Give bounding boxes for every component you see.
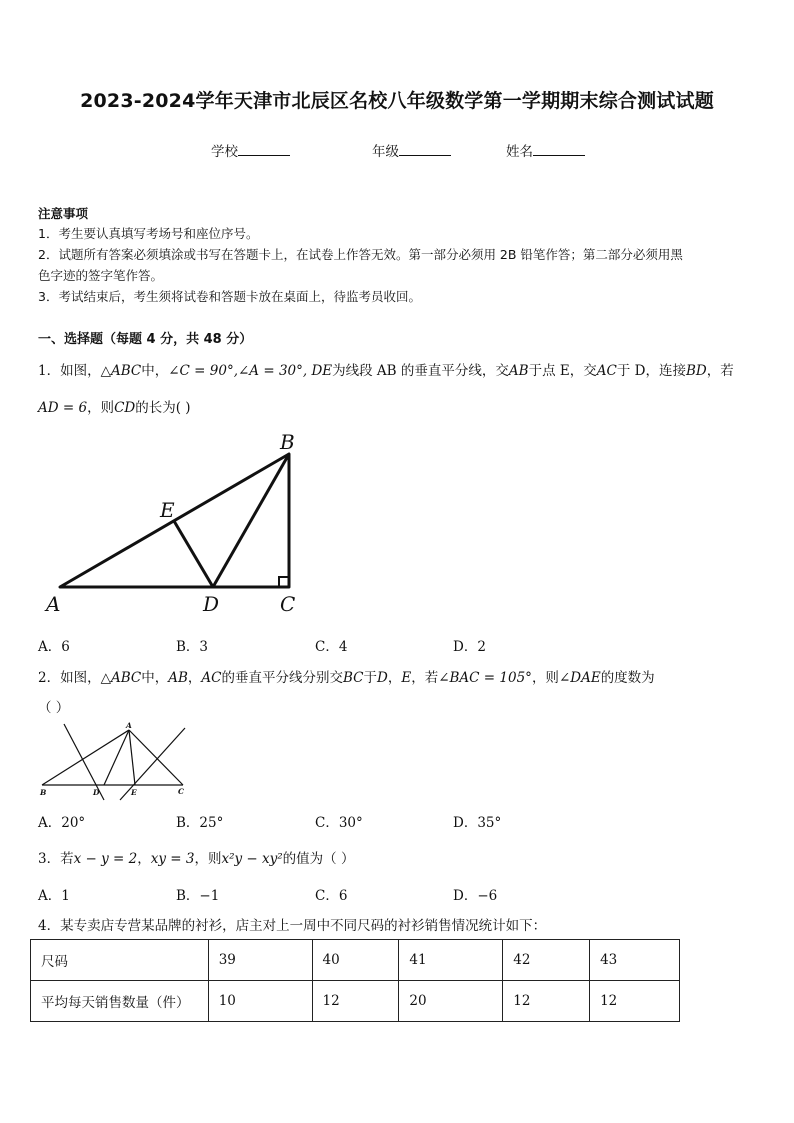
school-field [211,140,290,160]
question-1-line-2 [38,396,191,416]
size-sales-table [30,939,680,1022]
question-4 [38,914,546,934]
q2-math: ∠BAC = 105° [438,670,532,686]
q1-math: AB [508,363,529,379]
q2-text: 的度数为 [600,670,655,686]
grade-field [372,140,451,160]
q2-text: ，则 [531,670,559,686]
q1-text: 于点 E，交 [528,363,597,379]
q3-math: xy = 3 [150,851,195,867]
q2-option-a[interactable]: A．20° [38,815,86,831]
q2-math: E [401,670,412,686]
q3-option-b[interactable]: B．−1 [176,888,220,904]
grade-label: 年级 [372,144,399,160]
segment-de [174,521,213,587]
table-cell: 41 [399,940,503,981]
label-e: E [160,498,175,522]
section-heading: 一、选择题（每题 4 分，共 48 分） [38,332,253,347]
q1-math: △ABC [100,363,142,379]
q2-text: ，若 [411,670,439,686]
label-b: B [40,788,47,797]
q2-option-b[interactable]: B．25° [176,815,224,831]
q1-text: 如图， [60,363,101,379]
q3-text: ， [137,851,151,867]
table-cell: 42 [503,940,590,981]
notice-item: 1．考生要认真填写考场号和座位序号。 [38,226,259,241]
segment-ae [129,730,135,785]
q1-option-a[interactable]: A．6 [38,639,70,655]
label-a: A [126,721,132,730]
notice-item: 3．考试结束后，考生须将试卷和答题卡放在桌面上，待监考员收回。 [38,289,421,304]
table-cell: 10 [208,981,312,1022]
name-field [506,140,585,160]
question-1-line-1 [38,359,734,379]
q1-text: 于 D，连接 [616,363,686,379]
q2-math: ∠DAE [558,670,601,686]
q2-text: 的垂直平分线分别交 [221,670,343,686]
q1-text: 为线段 AB 的垂直平分线，交 [332,363,509,379]
name-blank[interactable] [533,143,585,156]
question-number: 4． [38,918,61,934]
q3-text: 若 [60,851,74,867]
table-cell: 43 [590,940,680,981]
q1-text: 的长为( ) [135,400,191,416]
q2-math: AC [201,670,222,686]
table-cell: 12 [503,981,590,1022]
notice-item: 色字迹的签字笔作答。 [38,268,164,283]
segment-ac [129,730,183,785]
label-d: D [93,788,100,797]
q1-math: BD [685,363,707,379]
q1-option-c[interactable]: C．4 [315,639,348,655]
school-blank[interactable] [238,143,290,156]
q1-text: ，若 [706,363,734,379]
question-3 [38,847,354,867]
q2-math: BC [343,670,364,686]
q3-math: x²y − xy² [221,851,283,867]
notice-heading: 注意事项 [38,206,89,221]
q2-text: 中， [141,670,169,686]
q3-text: ，则 [194,851,222,867]
q3-math: x − y = 2 [73,851,138,867]
label-c: C [280,592,296,616]
question-2-line-1 [38,666,655,686]
table-row [31,940,680,981]
segment-bd [213,454,289,587]
q3-option-a[interactable]: A．1 [38,888,70,904]
school-label: 学校 [211,144,238,160]
q2-math: D [377,670,388,686]
name-label: 姓名 [506,144,533,160]
question-number: 3． [38,851,61,867]
table-row [31,981,680,1022]
q1-math: AD = 6 [38,400,88,416]
table-cell: 20 [399,981,503,1022]
q1-math: CD [114,400,136,416]
q2-math: △ABC [100,670,142,686]
question-number: 1． [38,363,61,379]
q1-text: ，则 [87,400,115,416]
q4-text: 某专卖店专营某品牌的衬衫，店主对上一周中不同尺码的衬衫销售情况统计如下： [60,918,547,934]
q3-text: 的值为（ ） [282,851,355,867]
label-c: C [178,787,184,796]
question-2-figure [38,720,198,802]
notice-item: 2．试题所有答案必须填涂或书写在答题卡上，在试卷上作答无效。第一部分必须用 2B 铅笔作答；第二部分必须用黑 [38,247,683,262]
label-d: D [203,592,220,616]
label-a: A [46,592,61,616]
q3-option-d[interactable]: D．−6 [453,888,498,904]
q2-option-c[interactable]: C．30° [315,815,363,831]
q2-option-d[interactable]: D．35° [453,815,502,831]
q2-math: AB [168,670,188,686]
question-1-figure [38,425,318,620]
q2-text: 如图， [60,670,101,686]
question-2-paren: （ ） [38,700,70,716]
label-e: E [131,788,137,797]
page-title: 2023-2024学年天津市北辰区名校八年级数学第一学期期末综合测试试题 [80,90,714,112]
q3-option-c[interactable]: C．6 [315,888,348,904]
label-b: B [280,430,295,454]
table-cell: 40 [312,940,399,981]
table-cell: 12 [590,981,680,1022]
q1-text: 中， [141,363,169,379]
q2-text: 于 [363,670,378,686]
question-number: 2． [38,670,61,686]
table-cell: 平均每天销售数量（件） [31,981,209,1022]
q1-math: ∠C = 90°,∠A = 30°, DE [168,363,333,379]
q2-text: ， [387,670,402,686]
q1-option-b[interactable]: B．3 [176,639,209,655]
grade-blank[interactable] [399,143,451,156]
q1-option-d[interactable]: D．2 [453,639,486,655]
table-cell: 12 [312,981,399,1022]
table-cell: 39 [208,940,312,981]
q1-math: AC [596,363,617,379]
table-cell: 尺码 [31,940,209,981]
q2-text: ， [187,670,202,686]
